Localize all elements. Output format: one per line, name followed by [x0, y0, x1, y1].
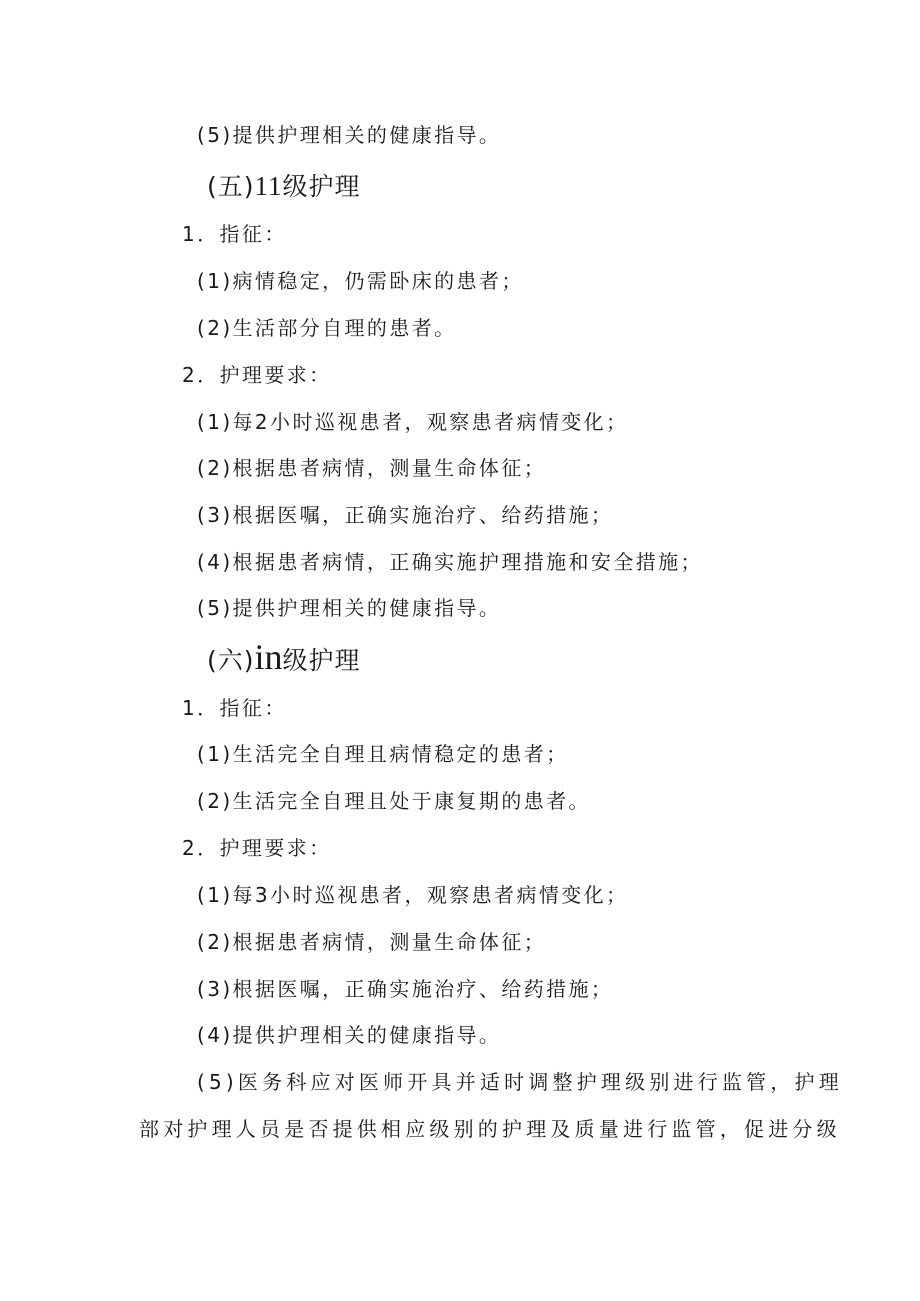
heading-suffix: 级护理 — [282, 646, 361, 675]
paragraph-line: (1)每2小时巡视患者，观察患者病情变化； — [197, 410, 629, 434]
paragraph-line: (2)根据患者病情，测量生命体征； — [197, 456, 547, 480]
paragraph-line: (3)根据医嘱，正确实施治疗、给药措施； — [197, 977, 614, 1001]
heading-suffix: 级护理 — [282, 172, 361, 201]
paragraph-line: (2)根据患者病情，测量生命体征； — [197, 930, 547, 954]
indication-label: 1．指征： — [182, 696, 287, 720]
paragraph-line: (4)提供护理相关的健康指导。 — [197, 1023, 502, 1047]
paragraph-line: (1)每3小时巡视患者，观察患者病情变化； — [197, 883, 629, 907]
paragraph-line: (2)生活部分自理的患者。 — [197, 316, 457, 340]
requirements-label: 2．护理要求： — [182, 363, 332, 387]
requirements-label: 2．护理要求： — [182, 836, 332, 860]
paragraph-line: (4)根据患者病情，正确实施护理措施和安全措施； — [197, 550, 703, 574]
section-heading-level2 — [207, 169, 361, 204]
heading-number: 11 — [254, 171, 283, 201]
paragraph-line: (5)提供护理相关的健康指导。 — [197, 596, 502, 620]
paragraph-line: (2)生活完全自理且处于康复期的患者。 — [197, 789, 591, 813]
heading-number: in — [254, 637, 283, 677]
paragraph-line: (1)病情稳定，仍需卧床的患者； — [197, 269, 524, 293]
section-heading-level3 — [207, 637, 361, 678]
heading-prefix: (六) — [207, 646, 255, 675]
paragraph-line: (5)提供护理相关的健康指导。 — [197, 123, 502, 147]
heading-prefix: (五) — [207, 172, 255, 201]
paragraph-line: (3)根据医嘱，正确实施治疗、给药措施； — [197, 503, 614, 527]
paragraph-line: (1)生活完全自理且病情稳定的患者； — [197, 742, 569, 766]
indication-label: 1．指征： — [182, 222, 287, 246]
paragraph-line: (5)医务科应对医师开具并适时调整护理级别进行监管，护理 — [197, 1070, 843, 1094]
paragraph-line: 部对护理人员是否提供相应级别的护理及质量进行监管，促进分级 — [139, 1117, 841, 1141]
